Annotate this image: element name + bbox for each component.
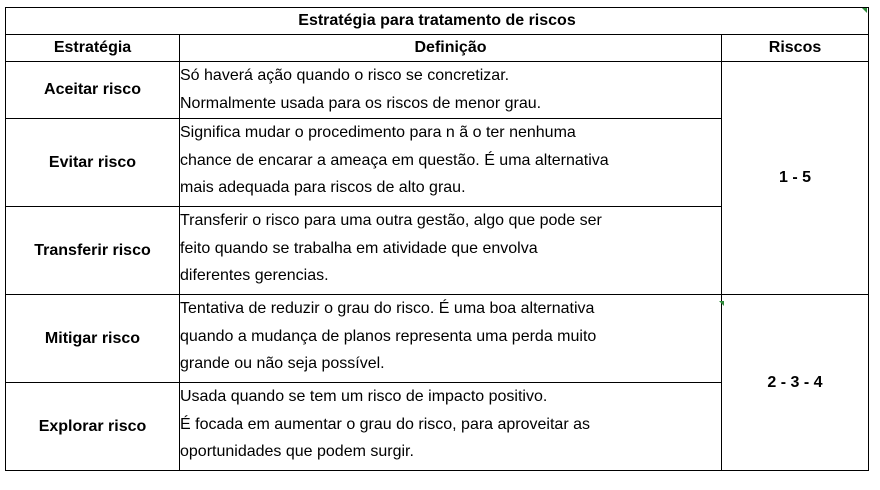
definition-line: mais adequada para riscos de alto grau.	[180, 179, 466, 196]
comment-indicator-icon[interactable]	[862, 8, 867, 13]
definition-line: grande ou não seja possível.	[180, 355, 385, 372]
risk-group-cell: 1 - 5	[722, 62, 869, 295]
table-title: Estratégia para tratamento de riscos	[6, 8, 869, 35]
risk-strategy-table	[5, 7, 869, 471]
title-row	[6, 8, 869, 35]
definition-line: Só haverá ação quando o risco se concretizar.	[180, 67, 510, 84]
table-row	[6, 62, 869, 119]
strategy-cell: Explorar risco	[6, 383, 180, 471]
comment-indicator-icon[interactable]	[719, 301, 724, 306]
strategy-cell: Mitigar risco	[6, 295, 180, 383]
definition-line: Tentativa de reduzir o grau do risco. É uma boa alternativa	[180, 300, 595, 317]
definition-line: Transferir o risco para uma outra gestão, algo que pode ser	[180, 212, 602, 229]
table-row	[6, 295, 869, 383]
definition-cell	[180, 383, 722, 471]
definition-line: É focada em aumentar o grau do risco, para aproveitar as	[180, 415, 590, 433]
definition-line: feito quando se trabalha em atividade que envolva	[180, 239, 538, 257]
definition-line: quando a mudança de planos representa uma perda muito	[180, 327, 597, 345]
strategy-cell: Transferir risco	[6, 207, 180, 295]
definition-line: Normalmente usada para os riscos de menor grau.	[180, 94, 542, 112]
header-row	[6, 35, 869, 62]
definition-cell	[180, 119, 722, 207]
definition-line: oportunidades que podem surgir.	[180, 443, 414, 460]
risk-group-cell: 2 - 3 - 4	[722, 295, 869, 471]
header-risks: Riscos	[722, 35, 869, 62]
definition-line: Significa mudar o procedimento para n ã o ter nenhuma	[180, 124, 576, 141]
definition-line: diferentes gerencias.	[180, 267, 329, 284]
definition-cell	[180, 295, 722, 383]
strategy-cell: Evitar risco	[6, 119, 180, 207]
definition-line: Usada quando se tem um risco de impacto positivo.	[180, 388, 548, 405]
header-strategy: Estratégia	[6, 35, 180, 62]
definition-cell	[180, 207, 722, 295]
definition-cell	[180, 62, 722, 119]
definition-line: chance de encarar a ameaça em questão. É uma alternativa	[180, 151, 609, 169]
header-definition: Definição	[180, 35, 722, 62]
strategy-cell: Aceitar risco	[6, 62, 180, 119]
